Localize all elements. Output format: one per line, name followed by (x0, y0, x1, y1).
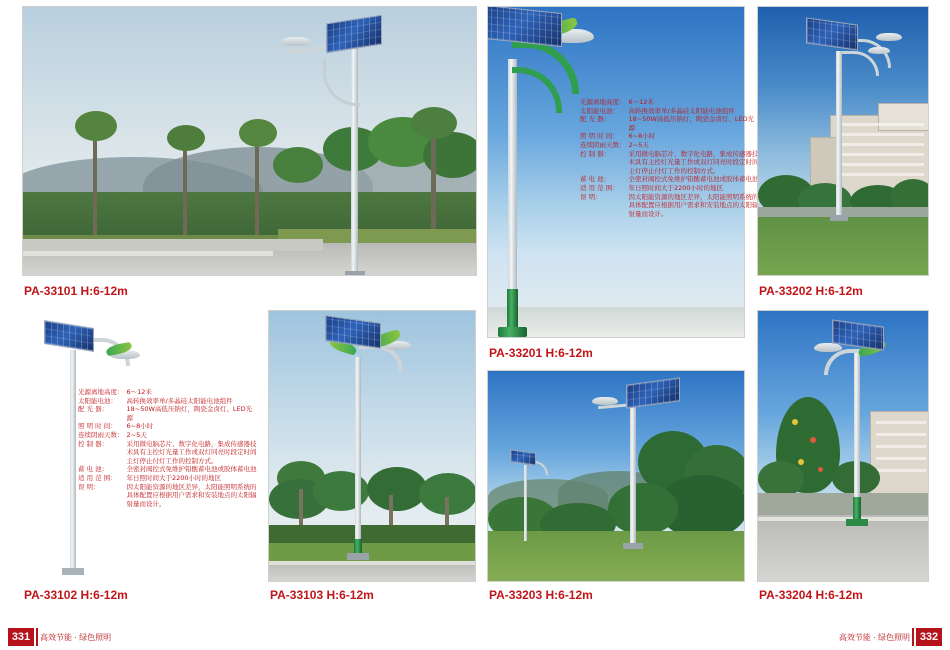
spec-row: 误 明： 因太阳能资源的地区差异，太阳能照明系统的具体配置应根据用户需求和安装地点的太阳辐射量而设计。 (580, 192, 759, 218)
product-photo-pa-33101 (22, 6, 477, 276)
page-number-right: 332 (916, 628, 942, 646)
spec-row: 蓄 电 池： 全密封阀控式免维护铅酸蓄电池或胶体蓄电池 (580, 175, 759, 184)
footer-rule-left (36, 628, 38, 646)
spec-row: 连续阴雨天数： 2~5天 (580, 140, 649, 149)
spec-row: 误 明： 因太阳能资源的地区差异，太阳能照明系统的具体配置应根据用户需求和安装地点的太阳辐射量而设计。 (78, 482, 257, 508)
footer-text-right: 高效节能 · 绿色照明 (838, 633, 910, 642)
product-card-pa-33203 (487, 370, 747, 610)
spec-row: 控 制 器： 采用微电脑芯片、数字化电路，集成传感器技术具有主控灯光量工作或双灯同亮时段定时间主灯停止付灯工作的控制方式。 (580, 149, 759, 175)
footer-text-left: 高效节能 · 绿色照明 (40, 633, 112, 642)
spec-row: 配 光 器： 18~50W高低压钠灯，陶瓷金卤灯、LED光源 (580, 115, 755, 132)
caption-pa-33201: PA-33201 H:6-12m (489, 346, 593, 360)
footer-rule-right (912, 628, 914, 646)
caption-pa-33203: PA-33203 H:6-12m (489, 588, 593, 602)
spec-row: 适 用 范 围： 年日照时间大于2200小时的地区 (78, 473, 222, 482)
spec-rows-bottom (78, 388, 258, 508)
spec-row: 光源离地高度： 6～12米 (580, 98, 654, 106)
spec-rows-top (580, 98, 760, 218)
product-photo-pa-33103 (268, 310, 476, 582)
spec-row: 光源离地高度： 6～12米 (78, 388, 152, 396)
spec-block-bottom (78, 388, 258, 508)
product-photo-pa-33204 (757, 310, 929, 582)
product-card-pa-33103 (268, 310, 478, 610)
product-card-pa-33101 (22, 6, 477, 311)
spec-block-top (580, 98, 760, 218)
caption-pa-33103: PA-33103 H:6-12m (270, 588, 374, 602)
spec-row: 适 用 范 围： 年日照时间大于2200小时的地区 (580, 183, 724, 192)
product-card-pa-33204 (757, 310, 932, 610)
product-photo-pa-33202 (757, 6, 929, 276)
caption-pa-33204: PA-33204 H:6-12m (759, 588, 863, 602)
spec-row: 太阳能电池： 高转换效率单/多晶硅太阳能电池组件 (580, 106, 735, 115)
spec-row: 蓄 电 池： 全密封阀控式免维护铅酸蓄电池或胶体蓄电池 (78, 465, 257, 474)
spec-row: 太阳能电池： 高转换效率单/多晶硅太阳能电池组件 (78, 396, 233, 405)
caption-pa-33202: PA-33202 H:6-12m (759, 284, 863, 298)
caption-pa-33102: PA-33102 H:6-12m (24, 588, 128, 602)
product-photo-pa-33203 (487, 370, 745, 582)
spec-row: 照 明 时 间： 6~8小时 (78, 422, 154, 431)
spec-row: 连续阴雨天数： 2~5天 (78, 430, 147, 439)
caption-pa-33101: PA-33101 H:6-12m (24, 284, 128, 298)
spec-table-bottom (78, 388, 258, 508)
spec-row: 照 明 时 间： 6~8小时 (580, 132, 656, 141)
spec-row: 配 光 器： 18~50W高低压钠灯，陶瓷金卤灯、LED光源 (78, 405, 253, 422)
product-card-pa-33202 (757, 6, 932, 306)
page-footer (0, 622, 950, 650)
page-number-left: 331 (8, 628, 34, 646)
spec-table-top (580, 98, 760, 218)
spec-row: 控 制 器： 采用微电脑芯片、数字化电路，集成传感器技术具有主控灯光量工作或双灯同亮时段定时间主灯停止付灯工作的控制方式。 (78, 439, 257, 465)
